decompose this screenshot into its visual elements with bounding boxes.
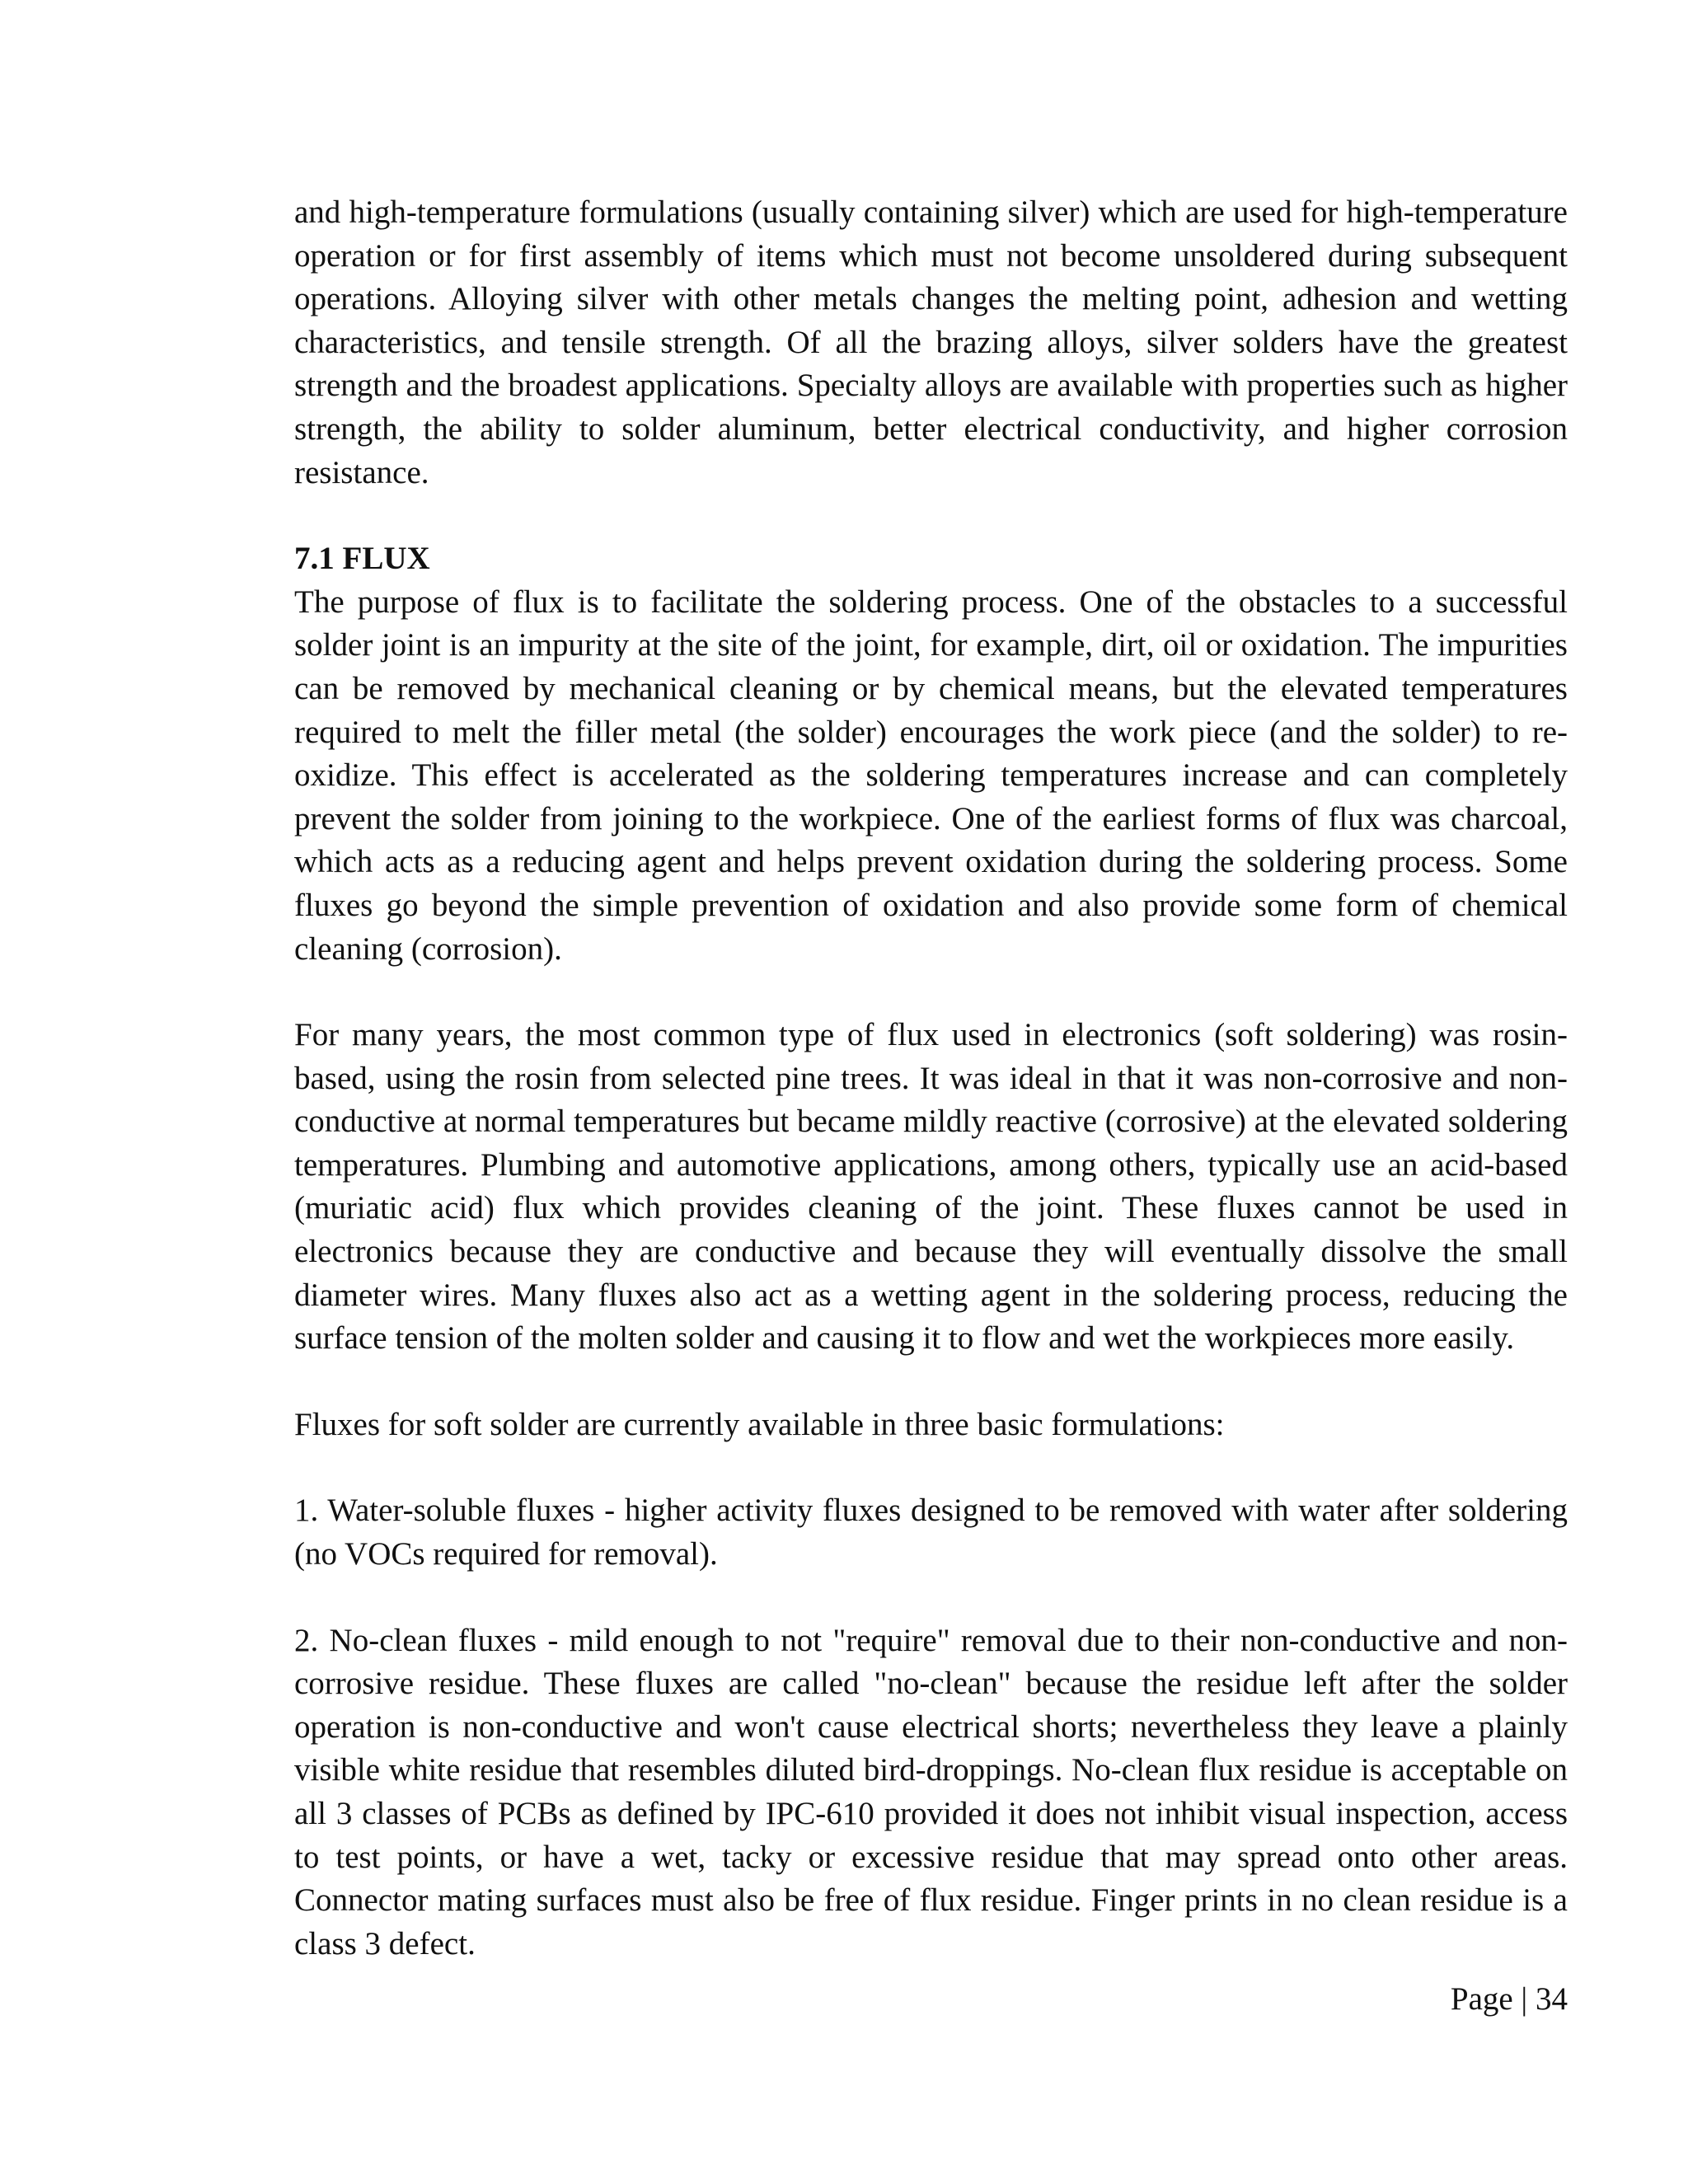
list-item-no-clean: 2. No-clean fluxes - mild enough to not "require" removal due to their non-conductive and non-corrosive residue. These fluxes are called "no-clean" because the residue left after the solder operation is non-conductive and won't cause electrical shorts; nevertheless they leave a plainly visible white residue that resembles diluted bird-droppings. No-clean flux residue is acceptable on all 3 classes of PCBs as defined by IPC-610 provided it does not inhibit visual inspection, access to test points, or have a wet, tacky or excessive residue that may spread onto other areas. Connector mating surfaces must also be free of flux residue. Finger prints in no clean residue is a class 3 defect. [294, 1622, 1568, 1961]
intro-paragraph: and high-temperature formulations (usually containing silver) which are used for high-temperature operation or for first assembly of items which must not become unsoldered during subsequent operations. Alloying silver with other metals changes the melting point, adhesion and wetting characteristics, and tensile strength. Of all the brazing alloys, silver solders have the greatest strength and the broadest applications. Specialty alloys are available with properties such as higher strength, the ability to solder aluminum, better electrical conductivity, and higher corrosion resistance. [294, 194, 1568, 490]
rosin-flux-paragraph: For many years, the most common type of flux used in electronics (soft soldering) was rosin-based, using the rosin from selected pine trees. It was ideal in that it was non-corrosive and non-conductive at normal temperatures but became mildly reactive (corrosive) at the elevated soldering temperatures. Plumbing and automotive applications, among others, typically use an acid-based (muriatic acid) flux which provides cleaning of the joint. These fluxes cannot be used in electronics because they are conductive and because they will eventually dissolve the small diameter wires. Many fluxes also act as a wetting agent in the soldering process, reducing the surface tension of the molten solder and causing it to flow and wet the workpieces more easily. [294, 1017, 1568, 1357]
list-item-water-soluble: 1. Water-soluble fluxes - higher activity fluxes designed to be removed with water after soldering (no VOCs required for removal). [294, 1493, 1568, 1572]
formulations-intro-paragraph: Fluxes for soft solder are currently available in three basic formulations: [294, 1406, 1225, 1442]
page-body [294, 191, 1568, 2008]
flux-purpose-paragraph: The purpose of flux is to facilitate the soldering process. One of the obstacles to a successful solder joint is an impurity at the site of the joint, for example, dirt, oil or oxidation. The impurities can be removed by mechanical cleaning or by chemical means, but the elevated temperatures required to melt the filler metal (the solder) encourages the work piece (and the solder) to re-oxidize. This effect is accelerated as the soldering temperatures increase and can completely prevent the solder from joining to the workpiece. One of the earliest forms of flux was charcoal, which acts as a reducing agent and helps prevent oxidation during the soldering process. Some fluxes go beyond the simple prevention of oxidation and also provide some form of chemical cleaning (corrosion). [294, 583, 1568, 967]
section-heading: 7.1 FLUX [294, 541, 430, 577]
page-number: Page | 34 [1450, 1981, 1568, 2017]
